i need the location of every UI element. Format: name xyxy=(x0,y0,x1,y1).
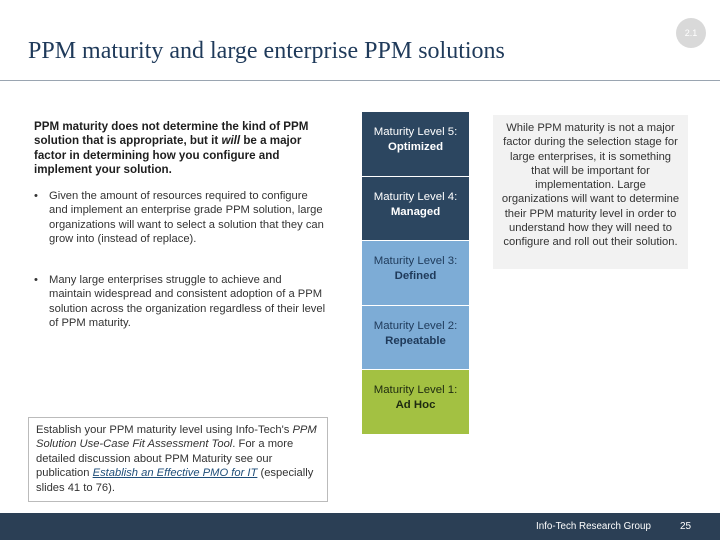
bullet-item xyxy=(34,273,326,331)
intro-text-2: be a major factor in determining how you configure and implement your solution. xyxy=(34,134,302,177)
company-name: Info-Tech Research Group xyxy=(536,521,651,532)
maturity-level-label: Maturity Level 5: xyxy=(373,126,458,138)
assessment-tool-name: PPM Solution Use-Case Fit Assessment Tool xyxy=(36,424,317,451)
intro-emphasis: will xyxy=(221,134,241,148)
maturity-level-1 xyxy=(362,370,469,434)
callout-text-3: (especially slides 41 to 76). xyxy=(36,467,314,494)
maturity-level-name: Ad Hoc xyxy=(395,398,436,411)
maturity-level-label: Maturity Level 1: xyxy=(373,384,458,396)
bullet-text: Given the amount of resources required to configure and implement an enterprise grade PPM solution, large organizations will want to select a solution that they can grow into (instead of replace). xyxy=(49,190,324,246)
maturity-level-5 xyxy=(362,112,469,176)
pmo-publication-title: Establish an Effective PMO for IT xyxy=(92,467,258,480)
maturity-level-label: Maturity Level 4: xyxy=(373,191,458,203)
intro-paragraph xyxy=(34,120,324,178)
bullet-marker: • xyxy=(34,274,38,286)
slide-footer xyxy=(0,513,720,540)
maturity-level-name: Optimized xyxy=(387,140,444,153)
callout-text-2: . For a more detailed discussion about PPM Maturity see our publication xyxy=(36,438,294,480)
maturity-note-box: While PPM maturity is not a major factor during the selection stage for large enterprises, it is something that will be important for implementation. Large organizations will want to determine their PPM maturity level in order to understand how they will need to configure and roll out their solution. xyxy=(493,115,688,269)
maturity-level-name: Defined xyxy=(394,269,437,282)
maturity-level-3 xyxy=(362,241,469,305)
bullet-marker: • xyxy=(34,190,38,202)
maturity-level-2 xyxy=(362,305,469,369)
maturity-level-label: Maturity Level 2: xyxy=(373,320,458,332)
bullet-item xyxy=(34,189,326,247)
intro-text-1: PPM maturity does not determine the kind of PPM solution that is appropriate, but it xyxy=(34,120,309,148)
slide-section-badge: 2.1 xyxy=(676,18,706,48)
callout-text-1: Establish your PPM maturity level using Info-Tech's xyxy=(36,424,293,436)
maturity-level-name: Repeatable xyxy=(385,334,446,347)
title-divider xyxy=(0,80,720,81)
pmo-publication-link[interactable] xyxy=(93,467,258,479)
assessment-callout xyxy=(28,417,328,502)
bullet-text: Many large enterprises struggle to achieve and maintain widespread and consistent adoption of a PPM solution across the organization regardless of their level of PPM maturity. xyxy=(49,274,326,330)
maturity-level-label: Maturity Level 3: xyxy=(373,255,458,267)
maturity-level-4 xyxy=(362,176,469,240)
maturity-level-name: Managed xyxy=(390,205,441,218)
slide-title: PPM maturity and large enterprise PPM solutions xyxy=(28,38,505,64)
page-number: 25 xyxy=(680,521,692,532)
